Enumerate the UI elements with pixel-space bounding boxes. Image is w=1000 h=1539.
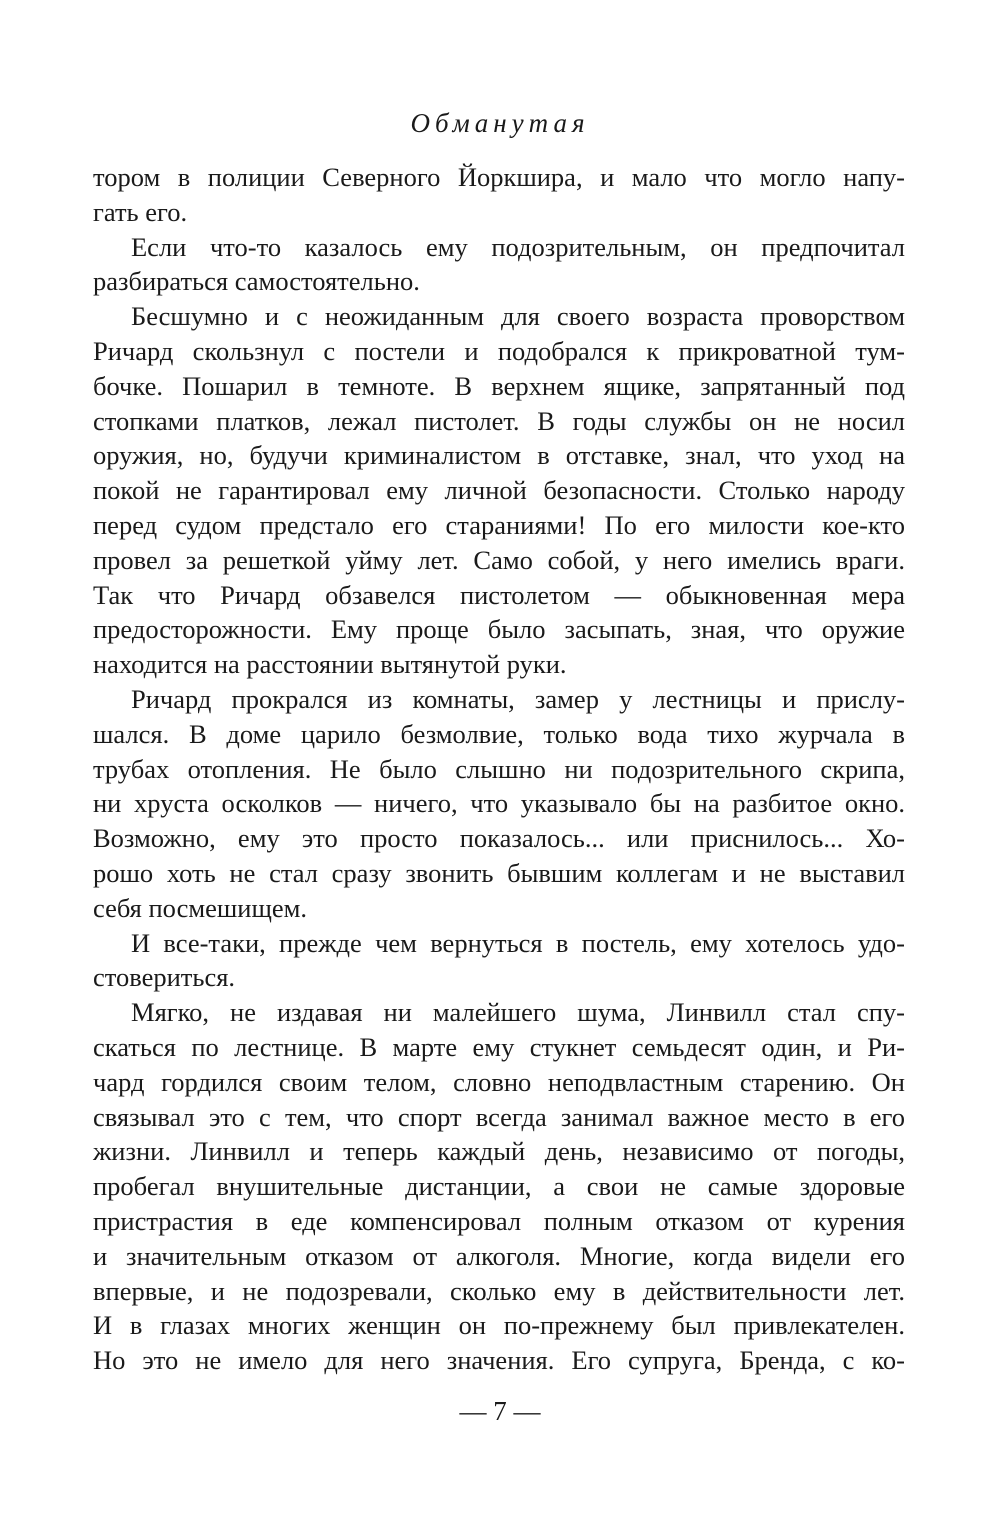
text-line: шался. В доме царило безмолвие, только вода тихо журчала в (93, 718, 905, 749)
text-line: И в глазах многих женщин он по-прежнему был привлекателен. (93, 1310, 905, 1341)
text-line: и значительным отказом от алкоголя. Многие, когда видели его (93, 1240, 905, 1271)
text-line: разбираться самостоятельно. (93, 266, 420, 297)
text-line: тором в полиции Северного Йоркшира, и мало что могло напу- (93, 162, 905, 192)
text-line: трубах отопления. Не было слышно ни подозрительного скрипа, (93, 753, 905, 784)
text-line: чард гордился своим телом, словно неподвластным старению. Он (93, 1066, 905, 1097)
text-line: стовериться. (93, 962, 236, 993)
text-line: Если что-то казалось ему подозрительным, он предпочитал (131, 231, 905, 262)
text-line: И все-таки, прежде чем вернуться в постель, ему хотелось удо- (131, 927, 905, 958)
text-line: Бесшумно и с неожиданным для своего возраста проворством (131, 301, 905, 332)
text-line: ни хруста осколков — ничего, что указывало бы на разбитое окно. (93, 788, 905, 819)
text-line: гать его. (93, 196, 188, 227)
page-number: — 7 — (459, 1396, 541, 1426)
text-line: бочке. Пошарил в темноте. В верхнем ящике, запрятанный под (93, 370, 905, 401)
text-line: связывал это с тем, что спорт всегда занимал важное место в его (93, 1101, 905, 1132)
text-line: Ричард скользнул с постели и подобрался к прикроватной тум- (93, 335, 905, 366)
text-line: жизни. Линвилл и теперь каждый день, независимо от погоды, (93, 1136, 905, 1167)
text-line: покой не гарантировал ему личной безопасности. Столько народу (93, 475, 905, 506)
text-line: рошо хоть не стал сразу звонить бывшим коллегам и не выставил (93, 857, 905, 888)
text-line: скаться по лестнице. В марте ему стукнет семьдесят один, и Ри- (93, 1031, 905, 1062)
text-line: себя посмешищем. (93, 892, 308, 923)
text-line: пристрастия в еде компенсировал полным отказом от курения (93, 1205, 905, 1236)
text-line: Ричард прокрался из комнаты, замер у лестницы и прислу- (131, 683, 905, 714)
text-line: Так что Ричард обзавелся пистолетом — обыкновенная мера (93, 579, 905, 610)
text-line: перед судом предстало его стараниями! По его милости кое-кто (93, 509, 905, 540)
text-line: впервые, и не подозревали, сколько ему в действительности лет. (93, 1275, 905, 1306)
text-line: пробегал внушительные дистанции, а свои не самые здоровые (93, 1171, 905, 1202)
text-line: Но это не имело для него значения. Его супруга, Бренда, с ко- (93, 1345, 905, 1376)
text-line: оружия, но, будучи криминалистом в отставке, знал, что уход на (93, 440, 905, 471)
text-line: Мягко, не издавая ни малейшего шума, Линвилл стал спу- (131, 997, 905, 1028)
text-line: провел за решеткой уйму лет. Само собой, у него имелись враги. (93, 544, 905, 575)
running-head-title: Обманутая (410, 108, 590, 138)
text-line: предосторожности. Ему проще было засыпать, зная, что оружие (93, 614, 905, 645)
text-line: Возможно, ему это просто показалось... или приснилось... Хо- (93, 823, 905, 854)
body-text (93, 160, 905, 1378)
text-line: находится на расстоянии вытянутой руки. (93, 649, 567, 680)
text-line: стопками платков, лежал пистолет. В годы службы он не носил (93, 405, 905, 436)
